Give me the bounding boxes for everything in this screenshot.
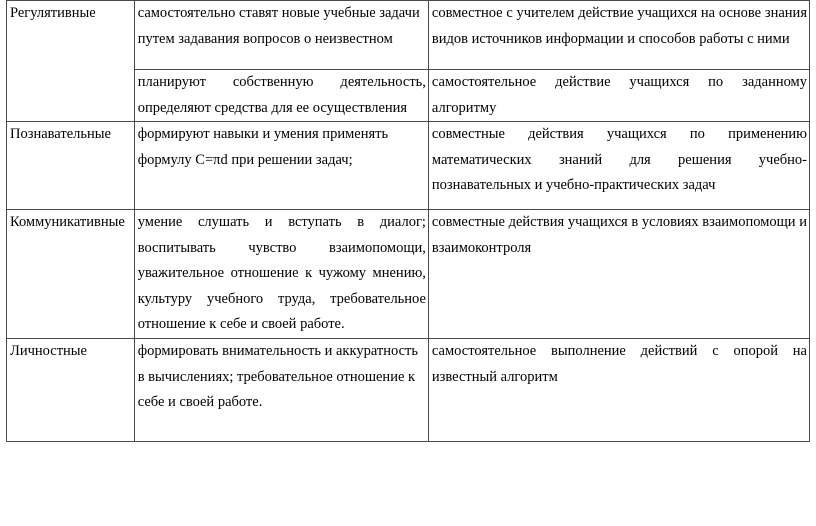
activity-cell — [428, 339, 809, 442]
category-cell-regulatory — [7, 1, 135, 122]
category-label: Познавательные — [10, 126, 111, 142]
table-row — [7, 210, 810, 339]
category-cell-cognitive — [7, 122, 135, 210]
activity-cell — [428, 122, 809, 210]
goal-text: планируют собственную деятельность, определяют средства для ее осуществления — [137, 74, 426, 116]
goal-cell — [134, 210, 428, 339]
uud-table — [6, 0, 810, 442]
goal-cell — [134, 122, 428, 210]
goal-text: формировать внимательность и аккуратность в вычислениях; требовательное отношение к себе и своей работе. — [137, 343, 418, 410]
category-cell-communicative — [7, 210, 135, 339]
activity-text: совместные действия учащихся по применению математических знаний для решения учебно-познавательных и учебно-практических задач — [431, 126, 807, 193]
goal-cell — [134, 339, 428, 442]
activity-text: самостоятельное действие учащихся по заданному алгоритму — [431, 74, 807, 116]
activity-text: самостоятельное выполнение действий с опорой на известный алгоритм — [431, 343, 807, 385]
activity-cell — [428, 210, 809, 339]
goal-text: самостоятельно ставят новые учебные задачи путем задавания вопросов о неизвестном — [137, 5, 420, 47]
goal-text: формируют навыки и умения применять формулу С=πd при решении задач; — [137, 126, 389, 168]
goal-cell — [134, 1, 428, 70]
category-cell-personal — [7, 339, 135, 442]
table-row — [7, 122, 810, 210]
activity-cell — [428, 70, 809, 122]
activity-text: совместное с учителем действие учащихся на основе знания видов источников информации и способов работы с ними — [431, 5, 807, 47]
activity-text: совместные действия учащихся в условиях взаимопомощи и взаимоконтроля — [431, 214, 807, 256]
category-label: Регулятивные — [10, 5, 96, 21]
category-label: Личностные — [10, 343, 87, 359]
goal-text: умение слушать и вступать в диалог; воспитывать чувство взаимопомощи, уважительное отношение к чужому мнению, культуру учебного труда, требовательное отношение к себе и своей работе. — [137, 214, 426, 332]
table-row — [7, 1, 810, 70]
table-row — [7, 339, 810, 442]
activity-cell — [428, 1, 809, 70]
category-label: Коммуникативные — [10, 214, 125, 230]
goal-cell — [134, 70, 428, 122]
